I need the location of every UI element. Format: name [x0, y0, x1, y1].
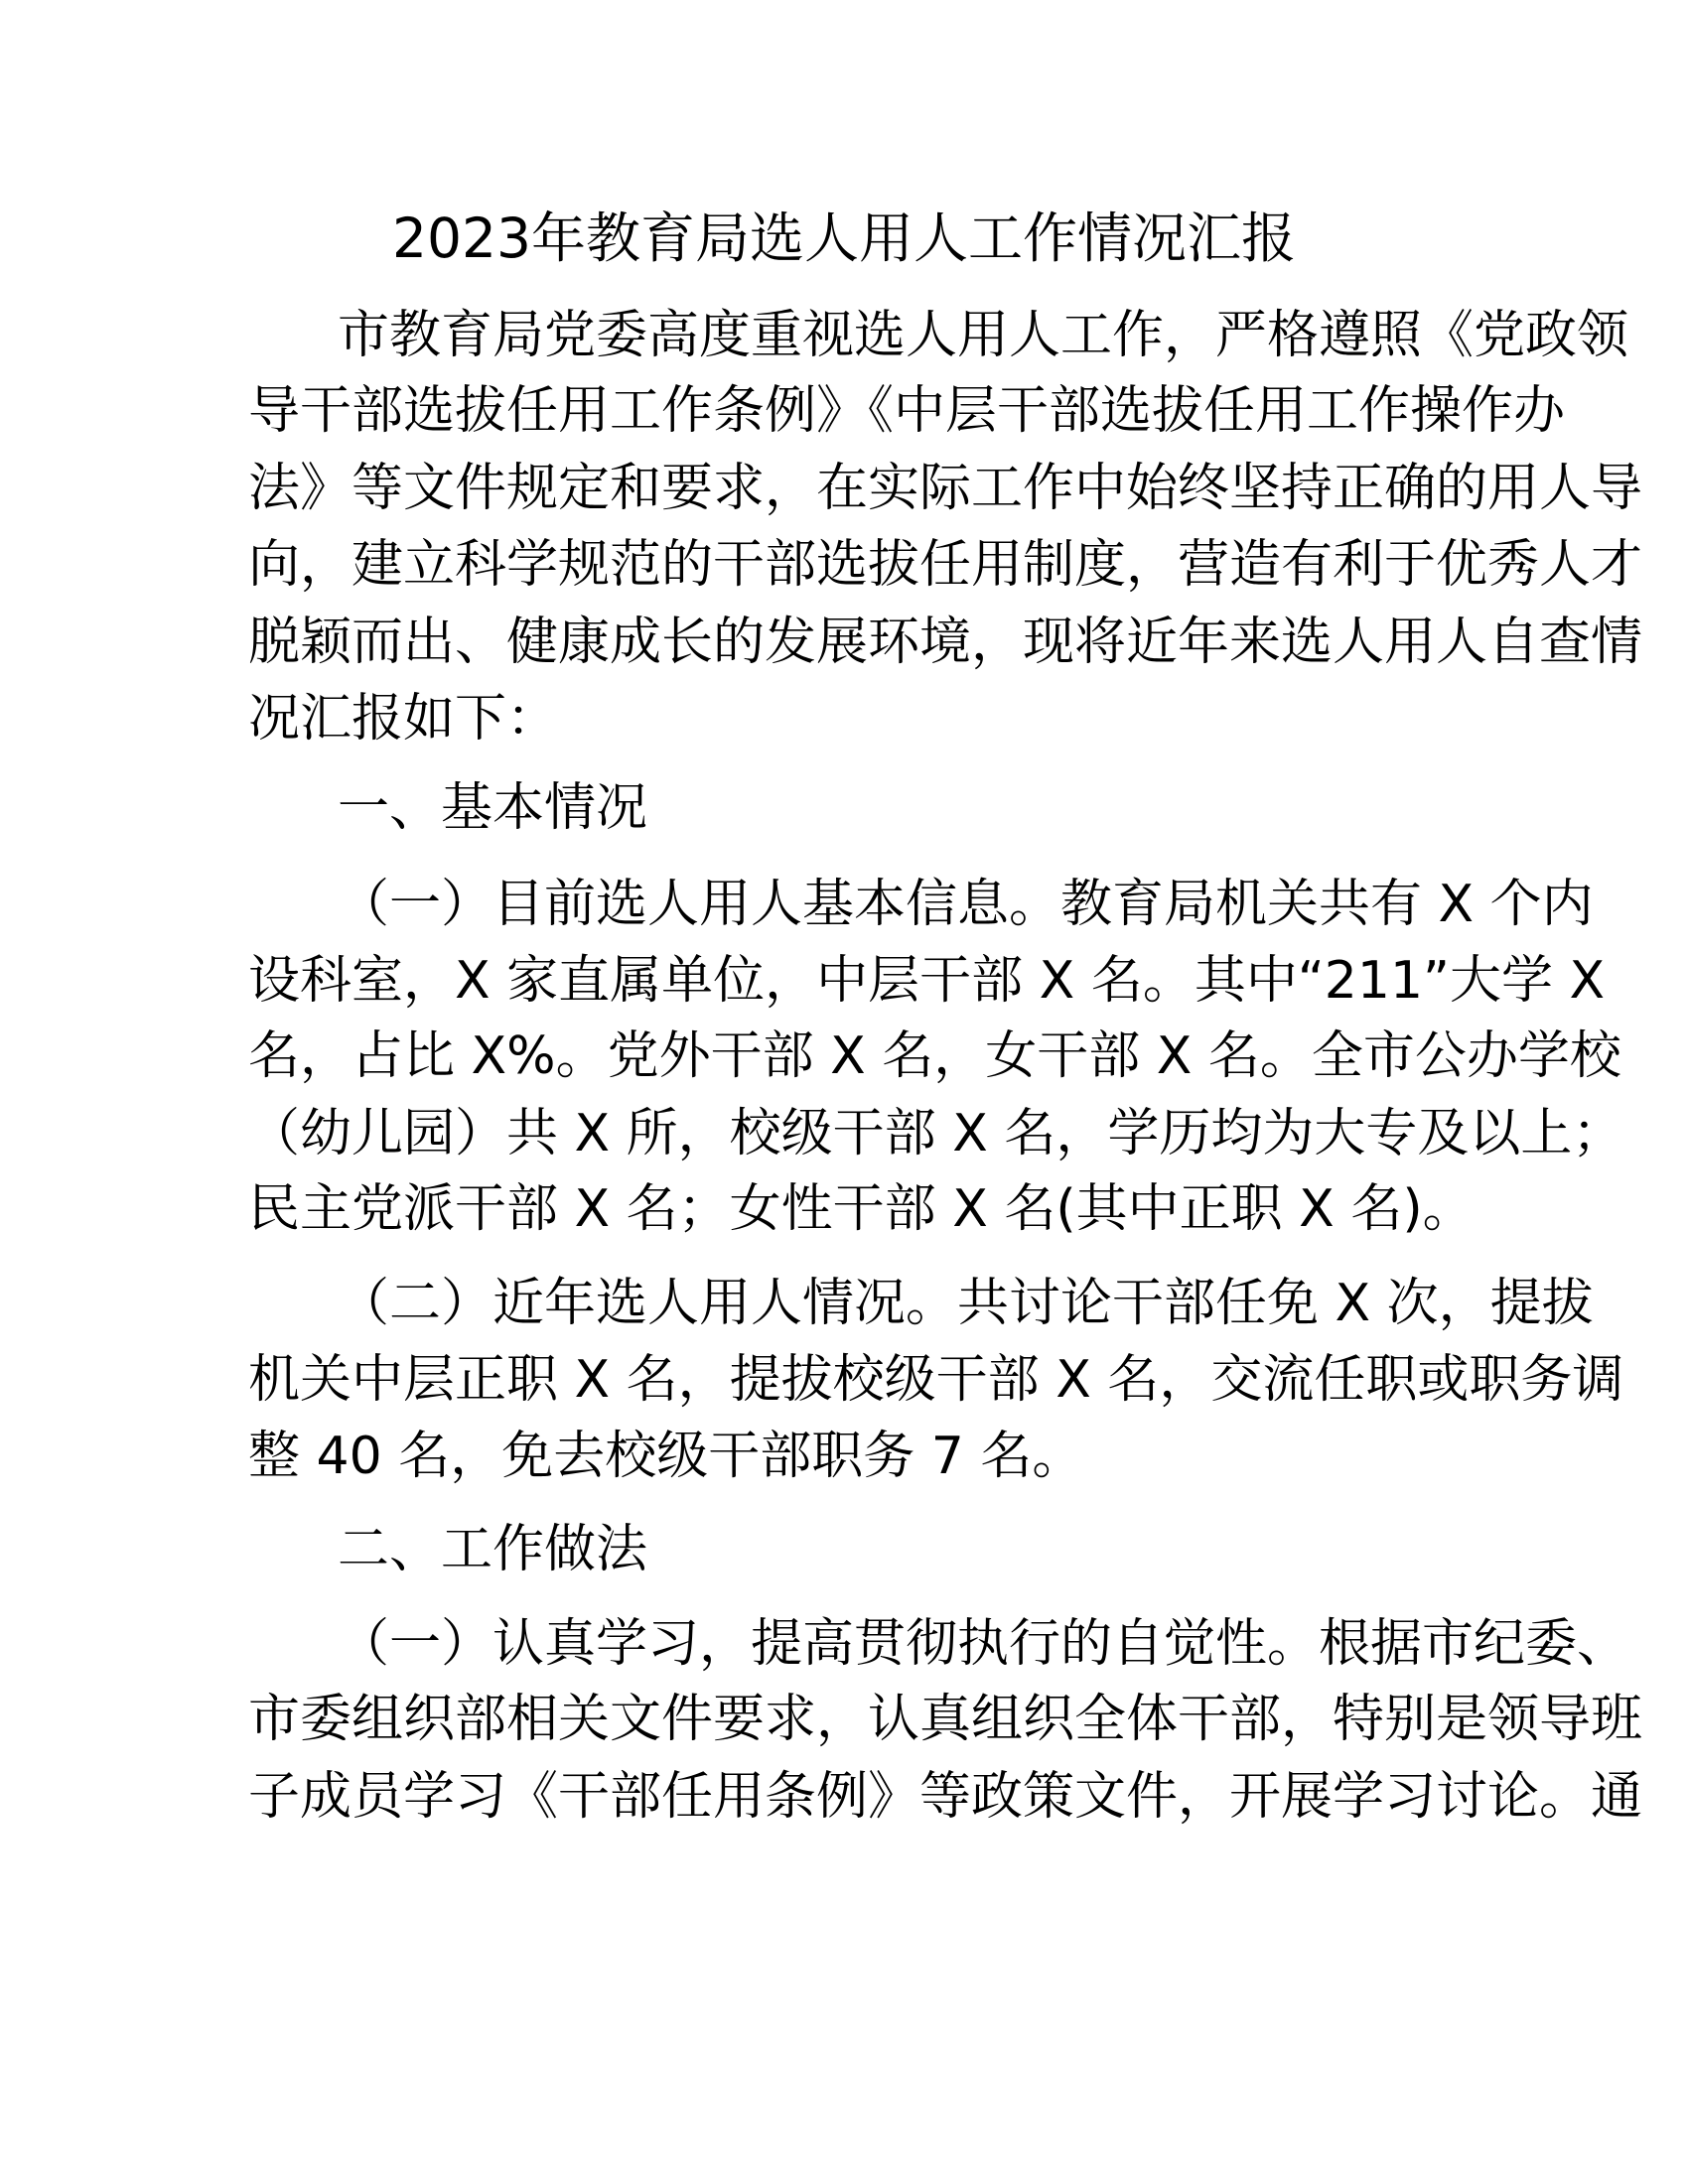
text-line: 市委组织部相关文件要求，认真组织全体干部，特别是领导班	[248, 1690, 1643, 1749]
text-line: 导干部选拔任用工作条例》《中层干部选拔任用工作操作办	[248, 381, 1566, 441]
text-line: 向，建立科学规范的干部选拔任用制度，营造有利于优秀人才	[248, 535, 1643, 595]
text-line: 脱颖而出、健康成长的发展环境，现将近年来选人用人自查情	[248, 613, 1643, 672]
text-line: 名，占比 X%。党外干部 X 名，女干部 X 名。全市公办学校	[248, 1026, 1621, 1086]
text-line: （二）近年选人用人情况。共讨论干部任免 X 次，提拔	[338, 1274, 1594, 1333]
text-line: 市教育局党委高度重视选人用人工作，严格遵照《党政领	[338, 306, 1629, 365]
text-line: 民主党派干部 X 名；女性干部 X 名(其中正职 X 名)。	[248, 1179, 1475, 1239]
text-line: 况汇报如下：	[248, 689, 559, 749]
text-line: （一）目前选人用人基本信息。教育局机关共有 X 个内	[338, 875, 1594, 934]
document-title: 2023年教育局选人用人工作情况汇报	[392, 206, 1296, 270]
text-line: （一）认真学习，提高贯彻执行的自觉性。根据市纪委、	[338, 1614, 1629, 1674]
text-line: 设科室，X 家直属单位，中层干部 X 名。其中“211”大学 X	[248, 951, 1606, 1011]
text-line: 法》等文件规定和要求，在实际工作中始终坚持正确的用人导	[248, 459, 1643, 518]
text-line: 子成员学习《干部任用条例》等政策文件，开展学习讨论。通	[248, 1767, 1643, 1827]
text-line: （幼儿园）共 X 所，校级干部 X 名，学历均为大专及以上；	[248, 1104, 1624, 1163]
text-line: 机关中层正职 X 名，提拔校级干部 X 名，交流任职或职务调	[248, 1350, 1624, 1410]
text-line: 一、基本情况	[338, 778, 648, 838]
text-line: 整 40 名，免去校级干部职务 7 名。	[248, 1427, 1084, 1486]
text-line: 二、工作做法	[338, 1520, 648, 1579]
